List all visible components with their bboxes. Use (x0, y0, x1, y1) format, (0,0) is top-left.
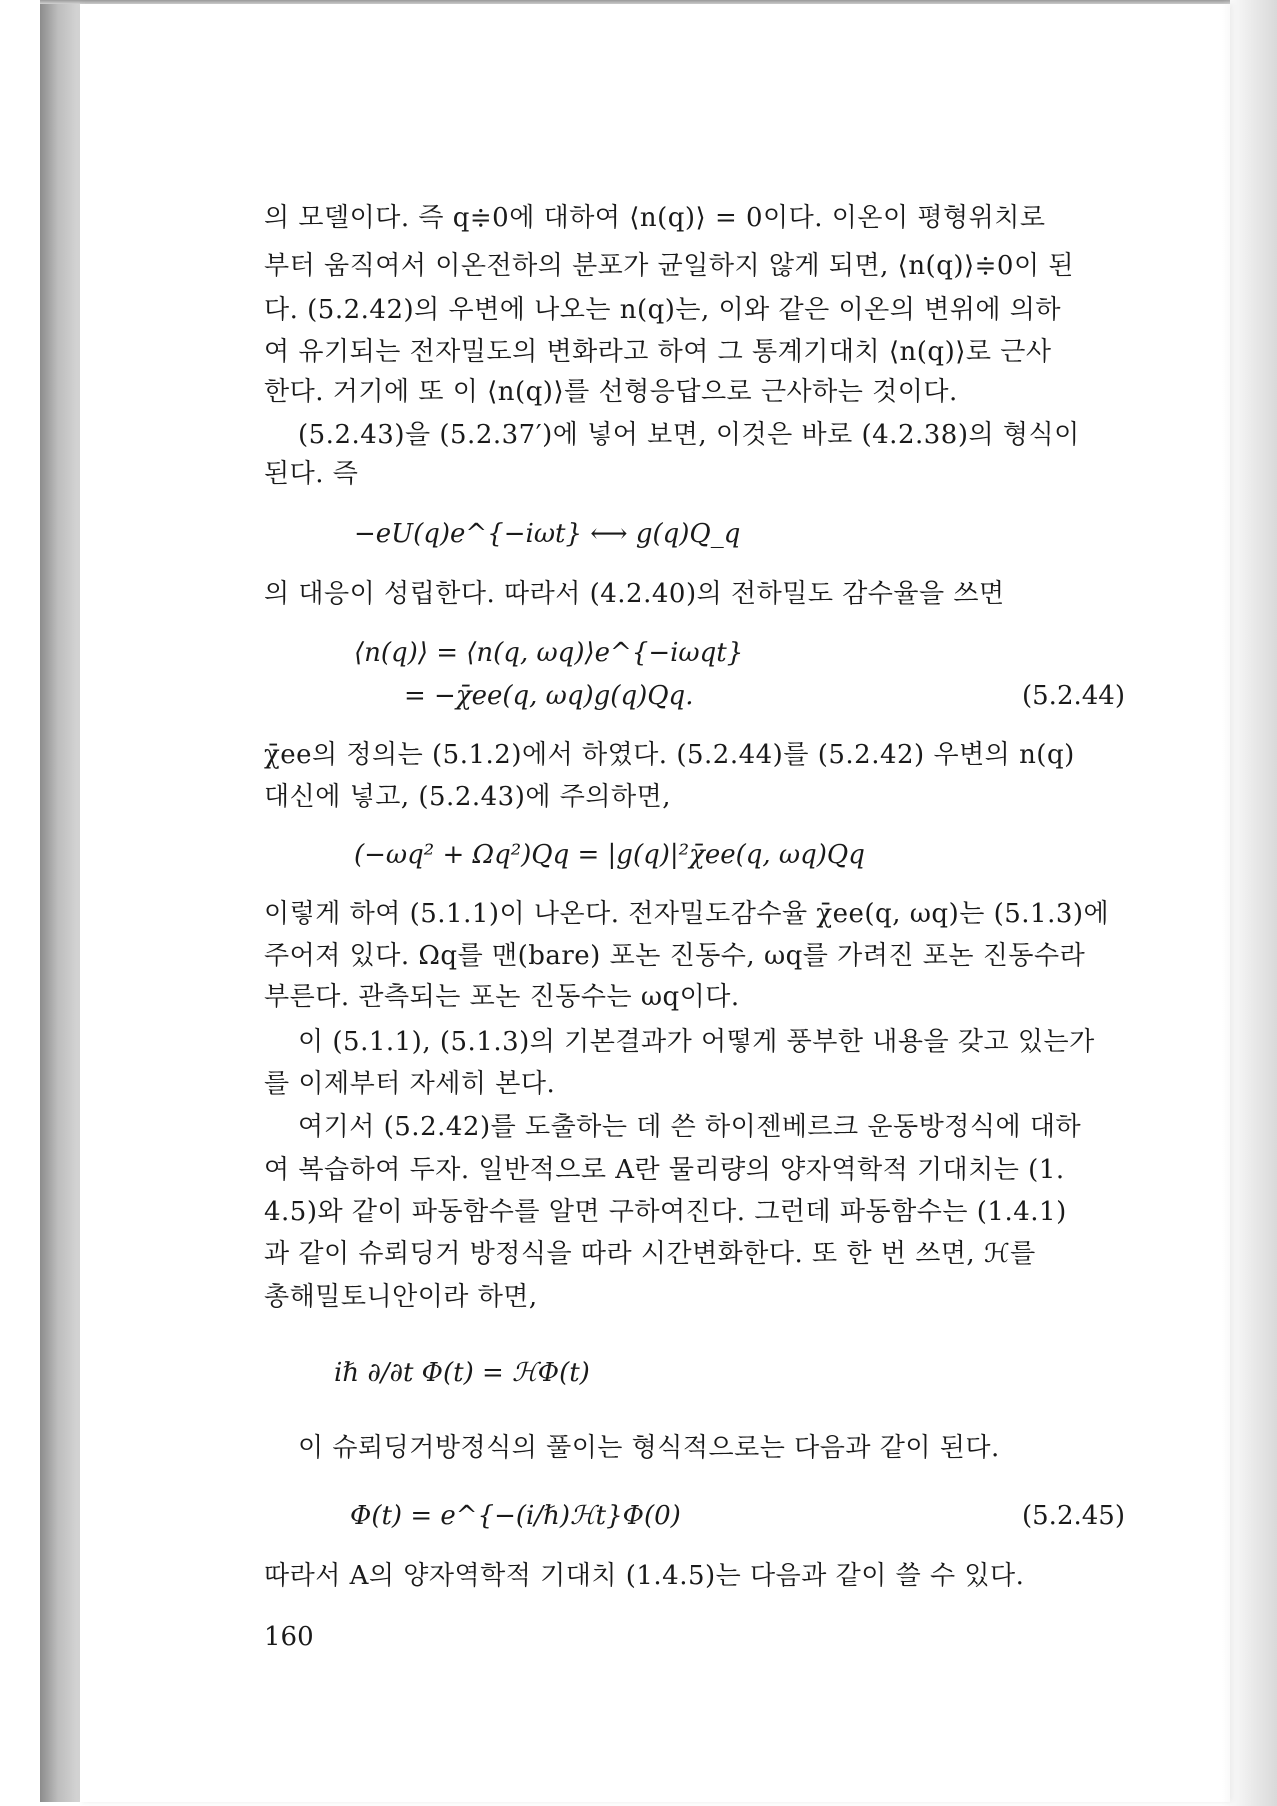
page-number: 160 (264, 1622, 314, 1652)
text-line: 따라서 A의 양자역학적 기대치 (1.4.5)는 다음과 같이 쓸 수 있다. (264, 1561, 1025, 1591)
equation-schrodinger: iℏ ∂/∂t Φ(t) = ℋΦ(t) (334, 1358, 590, 1388)
text-line: 여 유기되는 전자밀도의 변화라고 하여 그 통계기대치 ⟨n(q)⟩로 근사 (264, 337, 1052, 367)
equation-5-2-44-line1: ⟨n(q)⟩ = ⟨n(q, ωq)⟩e^{−iωqt} (354, 638, 744, 668)
text-line: (5.2.43)을 (5.2.37′)에 넣어 보면, 이것은 바로 (4.2.38)의 형식이 (298, 420, 1080, 450)
text-line: 과 같이 슈뢰딩거 방정식을 따라 시간변화한다. 또 한 번 쓰면, ℋ를 (264, 1239, 1036, 1269)
text-line: 이렇게 하여 (5.1.1)이 나온다. 전자밀도감수율 χ̄ee(q, ωq)는 (5.1.3)에 (264, 899, 1110, 929)
page-edge-shadow (1222, 0, 1277, 1806)
equation-5-2-45: Φ(t) = e^{−(i/ℏ)ℋt}Φ(0) (350, 1501, 681, 1531)
equation-correspondence: −eU(q)e^{−iωt} ⟷ g(q)Q_q (354, 519, 741, 549)
text-line: 4.5)와 같이 파동함수를 알면 구하여진다. 그런데 파동함수는 (1.4.1) (264, 1197, 1067, 1227)
text-line: 총해밀토니안이라 하면, (264, 1282, 538, 1312)
text-line: 한다. 거기에 또 이 ⟨n(q)⟩를 선형응답으로 근사하는 것이다. (264, 377, 958, 407)
text-line: 여 복습하여 두자. 일반적으로 A란 물리량의 양자역학적 기대치는 (1. (264, 1155, 1065, 1185)
text-line: 주어져 있다. Ωq를 맨(bare) 포논 진동수, ωq를 가려진 포논 진동수라 (264, 941, 1086, 971)
equation-number: (5.2.44) (1022, 681, 1125, 711)
book-spine (40, 4, 80, 1802)
text-line: 를 이제부터 자세히 본다. (264, 1069, 556, 1099)
equation-5-2-44-line2: = −χ̄ee(q, ωq)g(q)Qq. (404, 681, 694, 711)
text-line: 이 슈뢰딩거방정식의 풀이는 형식적으로는 다음과 같이 된다. (298, 1433, 1000, 1463)
text-line: 부터 움직여서 이온전하의 분포가 균일하지 않게 되면, ⟨n(q)⟩≑0이 된 (264, 251, 1074, 281)
equation-number: (5.2.45) (1022, 1501, 1125, 1531)
text-line: 대신에 넣고, (5.2.43)에 주의하면, (264, 782, 671, 812)
text-line: 다. (5.2.42)의 우변에 나오는 n(q)는, 이와 같은 이온의 변위에 의하 (264, 295, 1062, 325)
text-line: 된다. 즉 (264, 459, 359, 489)
text-line: 부른다. 관측되는 포논 진동수는 ωq이다. (264, 982, 740, 1012)
text-line: 여기서 (5.2.42)를 도출하는 데 쓴 하이젠베르크 운동방정식에 대하 (298, 1112, 1082, 1142)
text-line: 이 (5.1.1), (5.1.3)의 기본결과가 어떻게 풍부한 내용을 갖고 있는가 (298, 1027, 1095, 1057)
text-line: 의 모델이다. 즉 q≑0에 대하여 ⟨n(q)⟩ = 0이다. 이온이 평형위치로 (264, 203, 1046, 233)
text-line: χ̄ee의 정의는 (5.1.2)에서 하였다. (5.2.44)를 (5.2.42) 우변의 n(q) (264, 740, 1075, 770)
text-line: 의 대응이 성립한다. 따라서 (4.2.40)의 전하밀도 감수율을 쓰면 (264, 579, 1005, 609)
equation-phonon-dispersion: (−ωq² + Ωq²)Qq = |g(q)|²χ̄ee(q, ωq)Qq (354, 840, 865, 870)
